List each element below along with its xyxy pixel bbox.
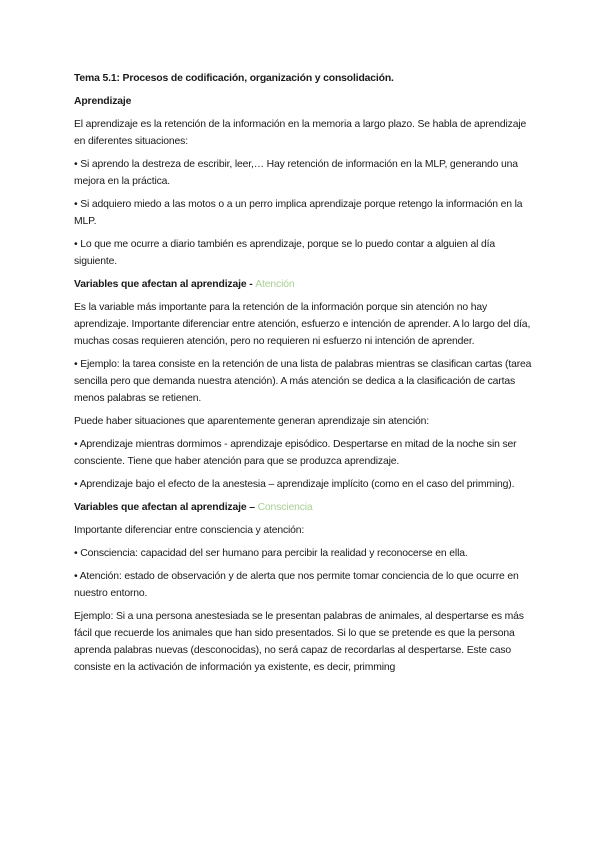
- atencion-paragraph: Es la variable más importante para la retención de la información porque sin atención no hay aprendizaje. Importante diferenciar entre atención, esfuerzo e intención de aprender. A lo largo del día, muchas cosas requieren atención, pero no requieren ni esfuerzo ni intención de aprender.: [74, 302, 531, 347]
- atencion-ejemplo: • Ejemplo: la tarea consiste en la retención de una lista de palabras mientras se clasifican cartas (tarea sencilla pero que demanda nuestra atención). A más atención se dedica a la clasificación de cartas menos palabras se retienen.: [74, 359, 532, 404]
- section-heading-atencion: [74, 276, 534, 293]
- section-heading-consciencia-prefix: Variables que afectan al aprendizaje –: [74, 502, 258, 513]
- bullet-diario: • Lo que me ocurre a diario también es aprendizaje, porque se lo puedo contar a alguien al día siguiente.: [74, 239, 496, 267]
- bullet-consciencia: • Consciencia: capacidad del ser humano para percibir la realidad y reconocerse en ella.: [74, 548, 468, 559]
- bullet-escribir: • Si aprendo la destreza de escribir, leer,… Hay retención de información en la MLP, generando una mejora en la práctica.: [74, 159, 518, 187]
- section-heading-atencion-prefix: Variables que afectan al aprendizaje -: [74, 279, 256, 290]
- consciencia-ejemplo: Ejemplo: Si a una persona anestesiada se le presentan palabras de animales, al despertarse es más fácil que recuerde los animales que han sido presentados. Si lo que se pretende es que la persona aprenda palabras nuevas (desconocidas), no será capaz de recordarlas al despertarse. Este caso consiste en la activación de información ya existente, es decir, primming: [74, 611, 524, 673]
- bullet-dormimos: • Aprendizaje mientras dormimos - aprendizaje episódico. Despertarse en mitad de la noche sin ser consciente. Tiene que haber atención para que se produzca aprendizaje.: [74, 439, 517, 467]
- document-title: Tema 5.1: Procesos de codificación, organización y consolidación.: [74, 73, 394, 84]
- bullet-atencion: • Atención: estado de observación y de alerta que nos permite tomar conciencia de lo que ocurre en nuestro entorno.: [74, 571, 519, 599]
- sin-atencion-intro: Puede haber situaciones que aparentemente generan aprendizaje sin atención:: [74, 416, 429, 427]
- section-heading-atencion-highlight: Atención: [255, 279, 295, 290]
- section-heading-consciencia-highlight: Consciencia: [257, 502, 313, 513]
- section-heading-consciencia: [74, 499, 534, 516]
- bullet-miedo: • Si adquiero miedo a las motos o a un perro implica aprendizaje porque retengo la información en la MLP.: [74, 199, 523, 227]
- bullet-anestesia: • Aprendizaje bajo el efecto de la anestesia – aprendizaje implícito (como en el caso del primming).: [74, 479, 515, 490]
- heading-aprendizaje: Aprendizaje: [74, 96, 132, 107]
- intro-paragraph: El aprendizaje es la retención de la información en la memoria a largo plazo. Se habla de aprendizaje en diferentes situaciones:: [74, 119, 527, 147]
- document-page: [74, 70, 534, 682]
- consciencia-intro: Importante diferenciar entre consciencia y atención:: [74, 525, 305, 536]
